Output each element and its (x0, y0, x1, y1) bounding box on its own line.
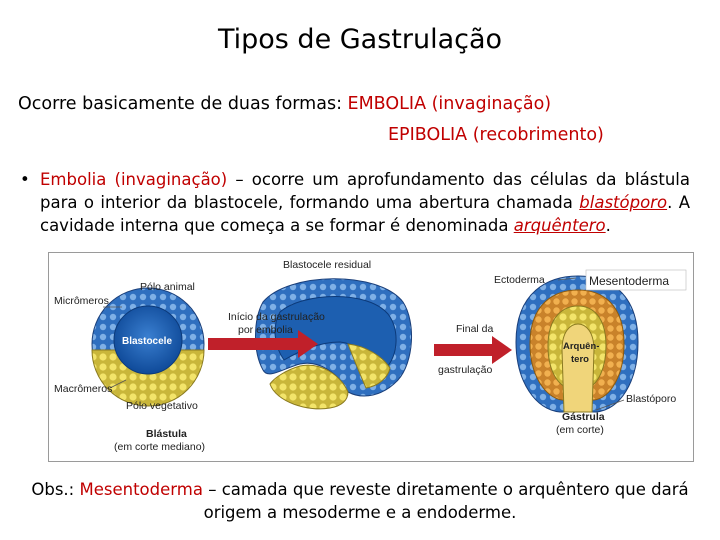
label-final-gastrulacao-2: gastrulação (438, 364, 493, 376)
label-macromeros: Macrômeros (54, 383, 113, 395)
label-polo-animal: Pólo animal (140, 281, 195, 293)
label-blastoporo: Blastóporo (626, 393, 677, 405)
bullet-text-1: – ocorre um aprofundamento das células da blástula para o interior da blastocele, formando uma abertura chamada (40, 170, 690, 212)
label-ectoderma: Ectoderma (494, 274, 545, 286)
bullet-highlight: Embolia (invaginação) (40, 170, 228, 189)
label-polo-vegetativo: Pólo vegetativo (126, 400, 198, 412)
label-inicio-gastrulacao-2: por embolia (238, 324, 293, 336)
obs-line-2: origem a mesoderme e a endoderme. (203, 503, 517, 522)
label-micromeros: Micrômeros (54, 295, 109, 307)
gastrulation-figure (48, 252, 694, 462)
intro-form-embolia: EMBOLIA (invaginação) (347, 94, 552, 114)
intro-lead: Ocorre basicamente de duas formas: (18, 94, 348, 114)
label-arquentero-1: Arquên- (563, 341, 600, 352)
bullet-text-3: . (605, 216, 611, 235)
obs-line-1 (14, 478, 706, 501)
intro-line (18, 92, 551, 116)
bullet-symbol: • (20, 170, 30, 189)
label-gastrula-1: Gástrula (562, 411, 605, 423)
label-inicio-gastrulacao-1: Início da gastrulação (228, 311, 325, 323)
label-gastrula-2: (em corte) (556, 424, 604, 436)
label-blastocele: Blastocele (122, 336, 173, 347)
label-final-gastrulacao-1: Final da (456, 323, 494, 335)
label-blastula-2: (em corte mediano) (114, 441, 206, 453)
bullet-text (40, 168, 690, 237)
term-arquentero: arquêntero (513, 216, 606, 235)
term-blastoporo: blastóporo (579, 193, 668, 212)
obs-line-1-rest: – camada que reveste diretamente o arquêntero que dará (202, 480, 689, 499)
bullet-text-2: . A cavidade interna que começa a se formar é denominada (40, 193, 691, 235)
bullet-embolia (20, 168, 690, 237)
label-blastula-1: Blástula (146, 428, 187, 440)
page-title: Tipos de Gastrulação (217, 24, 503, 55)
label-blastocele-residual: Blastocele residual (283, 259, 372, 271)
intro-form-epibolia: EPIBOLIA (recobrimento) (388, 125, 604, 145)
obs-label: Obs.: (31, 480, 80, 499)
obs-note (14, 478, 706, 524)
obs-term: Mesentoderma (79, 480, 203, 499)
label-mesentoderma: Mesentoderma (589, 274, 670, 288)
label-arquentero-2: tero (571, 354, 589, 365)
